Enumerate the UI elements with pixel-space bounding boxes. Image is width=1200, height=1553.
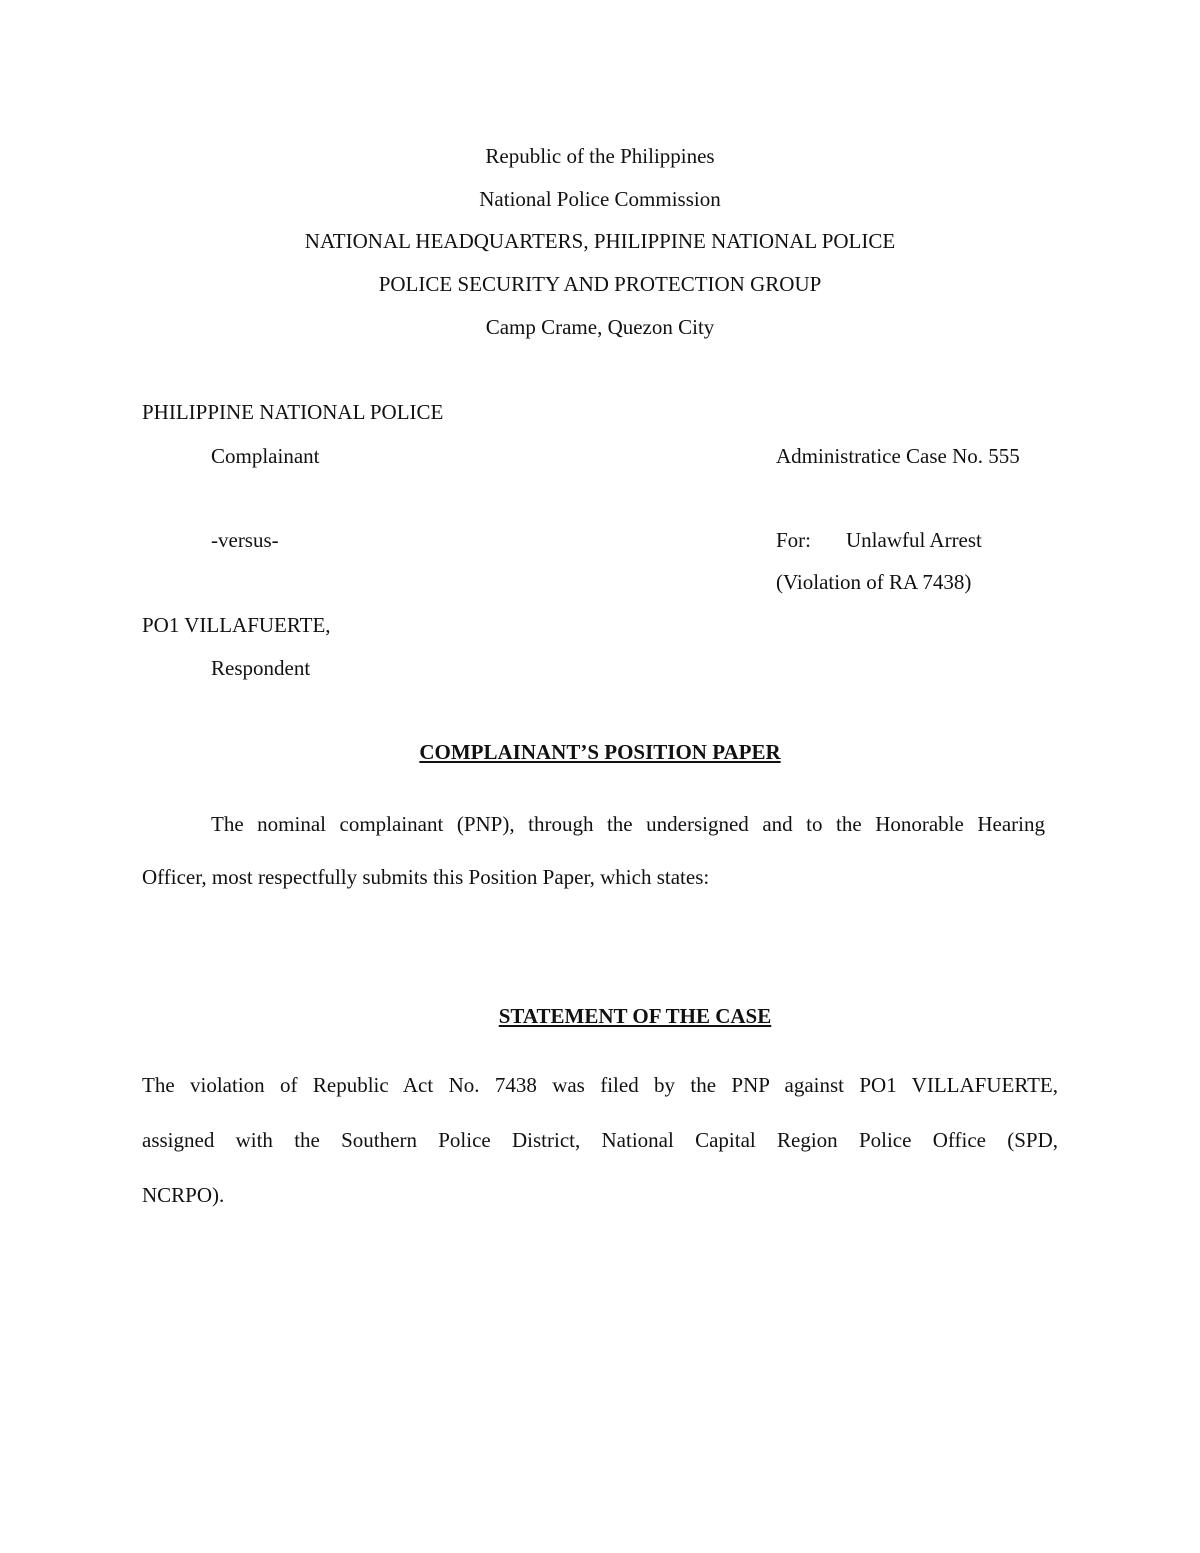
intro-line-1: The nominal complainant (PNP), through the undersigned and to the Honorable Hearing: [211, 812, 1045, 836]
violation-label: (Violation of RA 7438): [776, 570, 972, 594]
statement-line-3: NCRPO).: [142, 1183, 225, 1207]
statement-line-1: The violation of Republic Act No. 7438 was filed by the PNP against PO1 VILLAFUERTE,: [142, 1073, 1058, 1097]
header-psp-group: POLICE SECURITY AND PROTECTION GROUP: [378, 272, 822, 296]
complainant-role: Complainant: [211, 444, 320, 468]
header-napolcom: National Police Commission: [479, 187, 721, 211]
case-number: Administratice Case No. 555: [776, 444, 1020, 468]
intro-line-2: Officer, most respectfully submits this Position Paper, which states:: [142, 865, 710, 889]
complainant-name: PHILIPPINE NATIONAL POLICE: [142, 400, 444, 424]
header-national-hq: NATIONAL HEADQUARTERS, PHILIPPINE NATIONAL POLICE: [304, 229, 896, 253]
for-label: For:: [776, 528, 812, 552]
respondent-role: Respondent: [211, 656, 311, 680]
versus-label: -versus-: [211, 528, 279, 552]
offense-label: Unlawful Arrest: [846, 528, 982, 552]
header-location: Camp Crame, Quezon City: [485, 315, 715, 339]
statement-line-2: assigned with the Southern Police District, National Capital Region Police Office (SPD,: [142, 1128, 1058, 1152]
statement-heading: STATEMENT OF THE CASE: [498, 1004, 772, 1028]
respondent-name: PO1 VILLAFUERTE,: [142, 613, 331, 637]
header-republic: Republic of the Philippines: [485, 144, 715, 168]
document-title: COMPLAINANT’S POSITION PAPER: [419, 740, 781, 764]
